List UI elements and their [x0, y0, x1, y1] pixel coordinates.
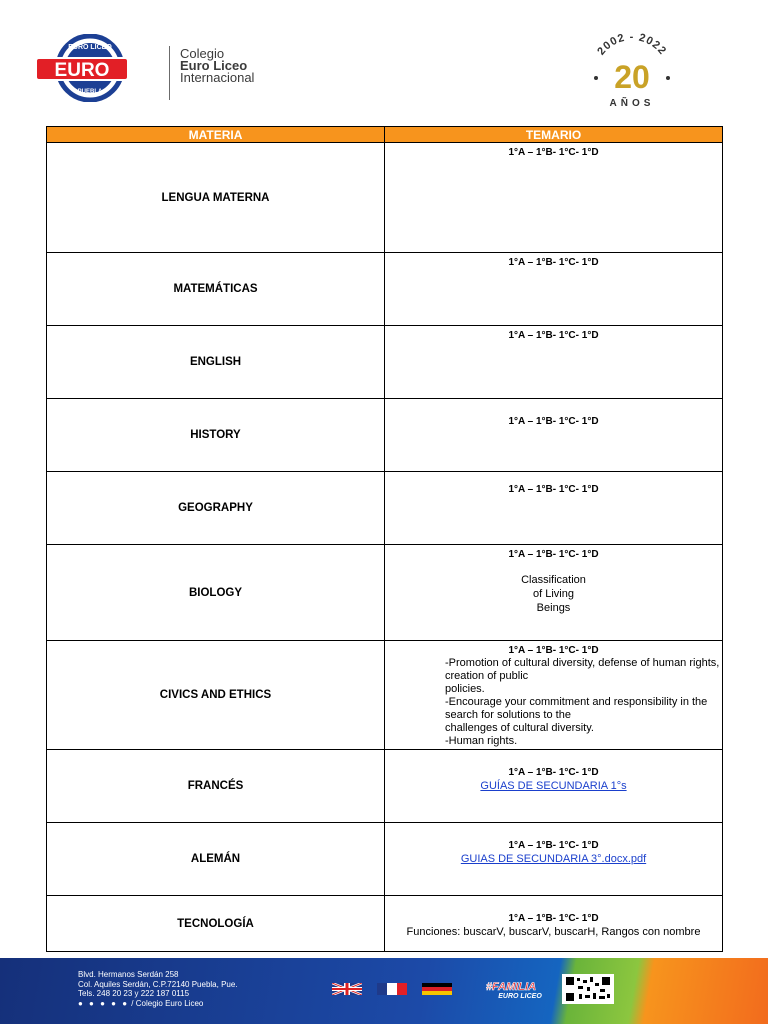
topic-line: Beings — [536, 602, 571, 614]
school-address — [78, 970, 238, 1008]
grade-groups: 1°A – 1°B- 1°C- 1°D — [508, 645, 599, 656]
school-name-line1: Colegio — [180, 46, 225, 61]
topic-cell — [385, 326, 723, 399]
qr-code-icon — [562, 974, 614, 1004]
table-row — [47, 253, 723, 326]
table-header-row — [47, 127, 723, 143]
table-row — [47, 641, 723, 750]
table-row — [47, 143, 723, 253]
subject-cell: FRANCÉS — [47, 750, 385, 823]
school-name — [180, 48, 254, 84]
grade-groups: 1°A – 1°B- 1°C- 1°D — [508, 257, 599, 268]
address-line: Col. Aquiles Serdán, C.P.72140 Puebla, Pue. — [78, 979, 238, 989]
svg-text:2002 - 2022: 2002 - 2022 — [595, 32, 669, 58]
subject-cell: CIVICS AND ETHICS — [47, 641, 385, 750]
topic-line: Funciones: buscarV, buscarV, buscarH, Rangos con nombre — [406, 926, 701, 938]
euro-liceo-logo — [34, 34, 130, 102]
table-row — [47, 472, 723, 545]
grade-groups: 1°A – 1°B- 1°C- 1°D — [508, 416, 599, 427]
subject-cell: GEOGRAPHY — [47, 472, 385, 545]
subject-cell: LENGUA MATERNA — [47, 143, 385, 253]
table-row — [47, 896, 723, 952]
anniversary-badge — [584, 32, 680, 112]
svg-text:PUEBLA: PUEBLA — [77, 89, 103, 95]
table-row — [47, 750, 723, 823]
uk-flag-icon — [332, 983, 362, 995]
familia-euro-liceo-logo — [472, 978, 550, 1000]
grade-groups: 1°A – 1°B- 1°C- 1°D — [508, 840, 599, 851]
subject-cell: ALEMÁN — [47, 823, 385, 896]
subject-cell: HISTORY — [47, 399, 385, 472]
topic-line: Classification — [521, 574, 586, 586]
topic-line: of Living — [533, 588, 574, 600]
subject-cell: MATEMÁTICAS — [47, 253, 385, 326]
topic-cell — [385, 641, 723, 750]
topic-line: -Promotion of cultural diversity, defense of human rights, creation of public — [445, 657, 720, 682]
grade-groups: 1°A – 1°B- 1°C- 1°D — [508, 913, 599, 924]
grade-groups: 1°A – 1°B- 1°C- 1°D — [508, 549, 599, 560]
letterhead — [30, 18, 710, 114]
table-row — [47, 545, 723, 641]
germany-flag-icon — [422, 983, 452, 995]
topic-cell — [385, 472, 723, 545]
topic-cell — [385, 399, 723, 472]
svg-text:EURO LICEO: EURO LICEO — [68, 44, 112, 51]
subject-cell: BIOLOGY — [47, 545, 385, 641]
table-row — [47, 326, 723, 399]
grade-groups: 1°A – 1°B- 1°C- 1°D — [508, 330, 599, 341]
footer-banner — [0, 958, 768, 1024]
topic-line: policies. — [445, 683, 485, 695]
topic-cell — [385, 750, 723, 823]
svg-text:EURO: EURO — [54, 60, 110, 81]
topic-cell — [385, 143, 723, 253]
svg-text:#FAMILIA: #FAMILIA — [485, 981, 537, 993]
topic-cell — [385, 823, 723, 896]
social-line — [78, 999, 238, 1009]
topic-cell — [385, 545, 723, 641]
logo-divider — [169, 46, 170, 100]
social-handle: / Colegio Euro Liceo — [131, 998, 204, 1008]
topic-line: -Encourage your commitment and responsibility in the search for solutions to the — [445, 696, 708, 721]
subject-cell: ENGLISH — [47, 326, 385, 399]
german-guide-link[interactable]: GUIAS DE SECUNDARIA 3°.docx.pdf — [460, 853, 647, 865]
grade-groups: 1°A – 1°B- 1°C- 1°D — [508, 767, 599, 778]
topic-line: -Human rights. — [445, 735, 518, 747]
column-header-topics: TEMARIO — [385, 127, 723, 143]
table-row — [47, 823, 723, 896]
social-icons: ● ● ● ● ● — [78, 998, 130, 1008]
syllabus-table — [46, 126, 723, 952]
table-row — [47, 399, 723, 472]
topic-line: challenges of cultural diversity. — [445, 722, 594, 734]
france-flag-icon — [377, 983, 407, 995]
svg-text:20: 20 — [614, 59, 650, 95]
phone-line: Tels. 248 20 23 y 222 187 0115 — [78, 989, 190, 998]
french-guide-link[interactable]: GUÍAS DE SECUNDARIA 1°s — [480, 780, 627, 792]
school-name-line2: Euro Liceo — [180, 58, 248, 73]
address-line: Blvd. Hermanos Serdán 258 — [78, 970, 179, 979]
grade-groups: 1°A – 1°B- 1°C- 1°D — [508, 484, 599, 495]
svg-text:AÑOS: AÑOS — [609, 98, 655, 109]
column-header-subject: MATERIA — [47, 127, 385, 143]
school-name-line3: Internacional — [180, 70, 255, 85]
grade-groups: 1°A – 1°B- 1°C- 1°D — [508, 147, 599, 158]
svg-text:EURO LICEO: EURO LICEO — [498, 993, 542, 1000]
topic-cell — [385, 253, 723, 326]
subject-cell: TECNOLOGÍA — [47, 896, 385, 952]
topic-cell — [385, 896, 723, 952]
